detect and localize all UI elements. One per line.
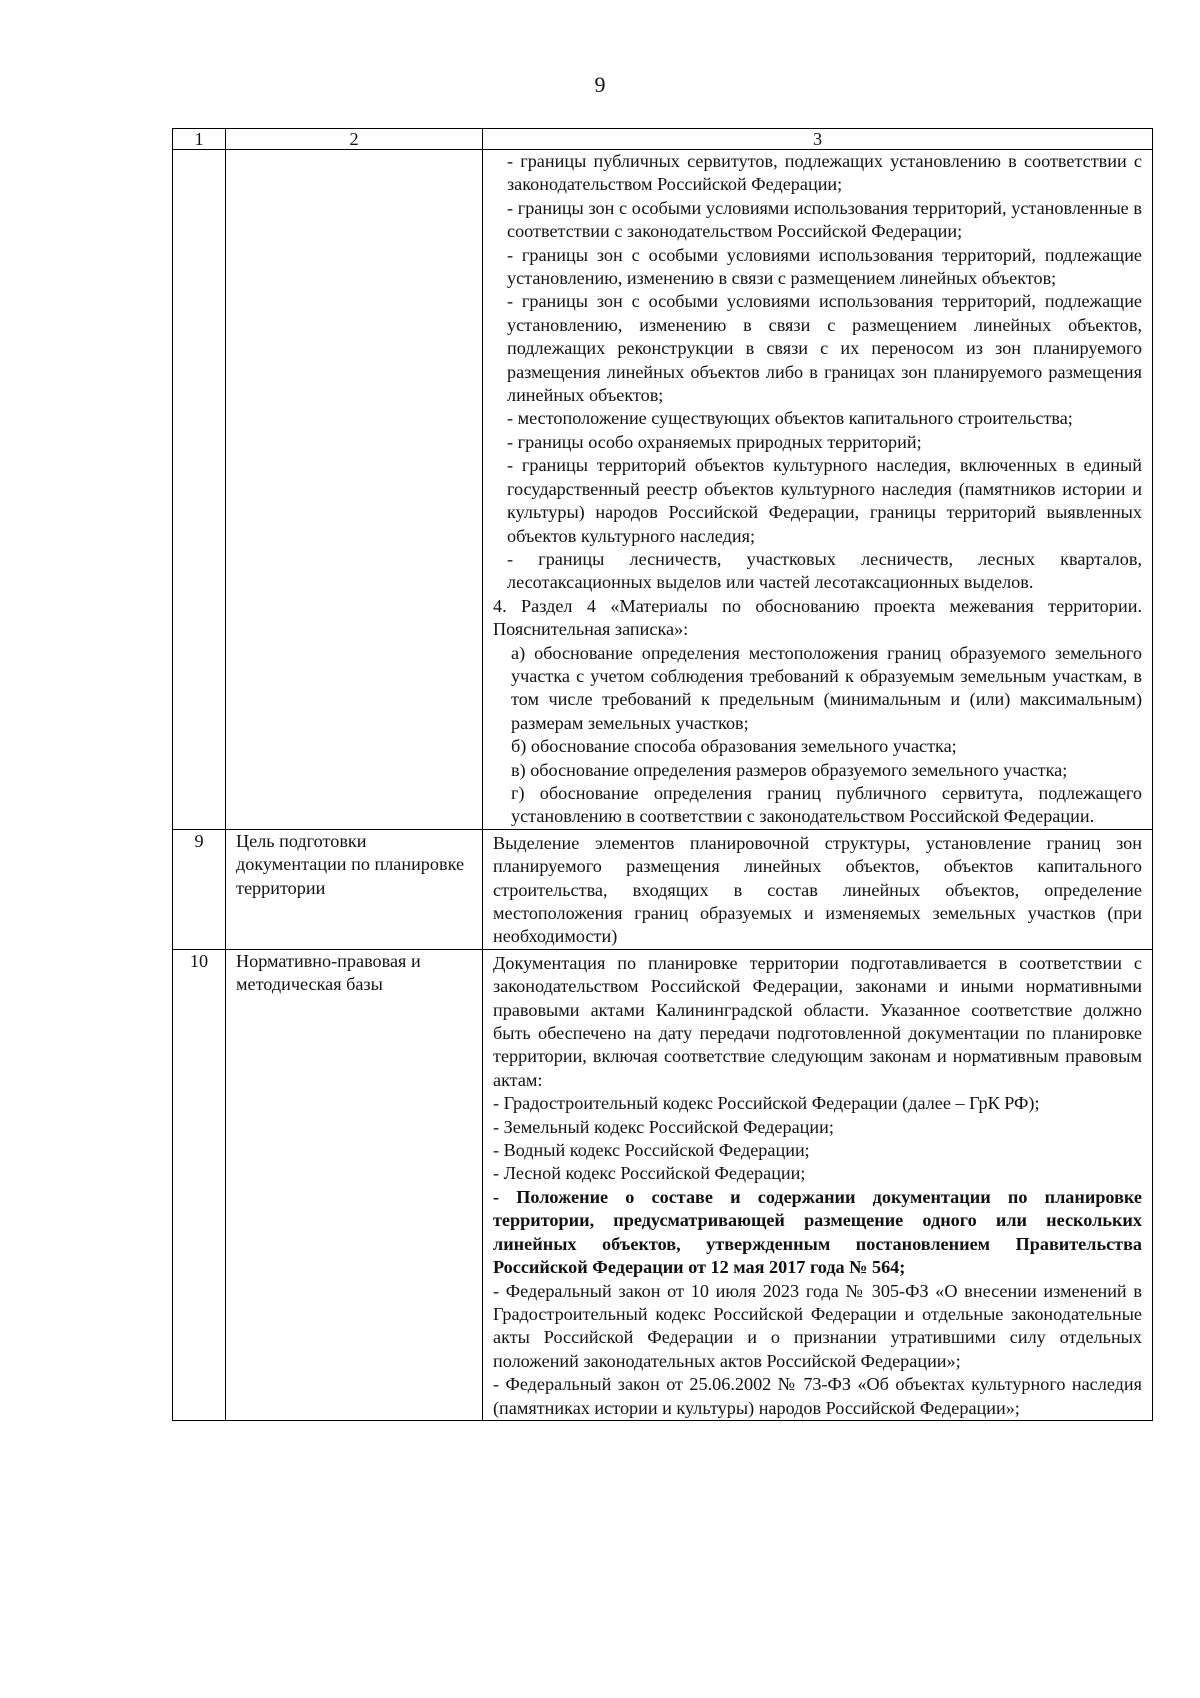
list-item: - границы территорий объектов культурного наследия, включенных в единый государственный реестр объектов культурного наследия (памятников истории и культуры) народов Российской Федерации, границы территорий выявленных объектов культурного наследия; xyxy=(507,455,1142,546)
sub-item: в) обоснование определения размеров образуемого земельного участка; xyxy=(511,759,1068,780)
sub-item: а) обоснование определения местоположения границ образуемого земельного участка с учетом соблюдения требований к образуемым земельным участкам, в том числе требований к предельным (минимальным и (или) максимальным) размерам земельных участков; xyxy=(511,642,1142,733)
requirements-table xyxy=(172,128,1153,1421)
row-number-cell: 9 xyxy=(173,829,226,949)
page-number: 9 xyxy=(594,72,606,97)
list-item: - Федеральный закон от 25.06.2002 № 73-ФЗ «Об объектах культурного наследия (памятниках истории и культуры) народов Российской Федерации»; xyxy=(493,1374,1142,1418)
list-item: - границы зон с особыми условиями использования территорий, подлежащие установлению, изменению в связи с размещением линейных объектов; xyxy=(507,244,1142,289)
sub-item: г) обоснование определения границ публичного сервитута, подлежащего установлению в соответствии с законодательством Российской Федерации. xyxy=(511,782,1142,827)
header-col-1: 1 xyxy=(173,129,226,150)
header-col-2: 2 xyxy=(226,129,483,150)
table-row-10 xyxy=(173,949,1153,1420)
row-content-cell xyxy=(483,949,1153,1420)
list-item: - Градостроительный кодекс Российской Федерации (далее – ГрК РФ); xyxy=(493,1093,1040,1114)
row-number-cell: 10 xyxy=(173,949,226,1420)
header-col-3: 3 xyxy=(483,129,1153,150)
list-item: - Водный кодекс Российской Федерации; xyxy=(493,1140,810,1161)
list-item: - местоположение существующих объектов капитального строительства; xyxy=(507,408,1073,429)
row-number-cell xyxy=(173,150,226,830)
list-item: - границы зон с особыми условиями использования территорий, подлежащие установлению, изменению в связи с размещением линейных объектов, подлежащих реконструкции в связи с их переносом из зон планируемого размещения линейных объектов либо в границах зон планируемого размещения линейных объектов; xyxy=(507,291,1142,406)
list-item: - границы зон с особыми условиями использования территорий, установленные в соответствии с законодательством Российской Федерации; xyxy=(507,197,1142,242)
row-content-cell xyxy=(483,150,1153,830)
list-item: - границы особо охраняемых природных территорий; xyxy=(507,431,922,452)
list-item: - Земельный кодекс Российской Федерации; xyxy=(493,1116,834,1137)
section-4-heading: 4. Раздел 4 «Материалы по обоснованию проекта межевания территории. Пояснительная записка»: xyxy=(493,595,1142,640)
row-title-cell xyxy=(226,150,483,830)
row-content-cell xyxy=(483,829,1153,949)
table-row-9 xyxy=(173,829,1153,949)
list-item: - Лесной кодекс Российской Федерации; xyxy=(493,1163,806,1184)
row-title-cell: Цель подготовки документации по планировке территории xyxy=(226,829,483,949)
list-item: - границы публичных сервитутов, подлежащих установлению в соответствии с законодательством Российской Федерации; xyxy=(507,151,1142,195)
list-item-bold: - Положение о составе и содержании документации по планировке территории, предусматривающей размещение одного или нескольких линейных объектов, утвержденным постановлением Правительства Российской Федерации от 12 мая 2017 года № 564; xyxy=(493,1186,1142,1278)
row-10-intro: Документация по планировке территории подготавливается в соответствии с законодательством Российской Федерации, законами и иными нормативными правовыми актами Калининградской области. Указанное соответствие должно быть обеспечено на дату передачи подготовленной документации по планировке территории, включая соответствие следующим законам и нормативным правовым актам: xyxy=(493,952,1142,1090)
list-item: - границы лесничеств, участковых лесничеств, лесных кварталов, лесотаксационных выделов или частей лесотаксационных выделов. xyxy=(507,548,1142,593)
table-row-continuation xyxy=(173,150,1153,830)
sub-item: б) обоснование способа образования земельного участка; xyxy=(511,736,957,757)
table-header-row xyxy=(173,129,1153,150)
row-9-text: Выделение элементов планировочной структуры, установление границ зон планируемого размещения линейных объектов, объектов капитального строительства, входящих в состав линейных объектов, определение местоположения границ образуемых и изменяемых земельных участков (при необходимости) xyxy=(493,832,1142,947)
list-item: - Федеральный закон от 10 июля 2023 года № 305-ФЗ «О внесении изменений в Градостроительный кодекс Российской Федерации и отдельные законодательные акты Российской Федерации и о признании утратившими силу отдельных положений законодательных актов Российской Федерации»; xyxy=(493,1280,1142,1371)
row-title-cell: Нормативно-правовая и методическая базы xyxy=(226,949,483,1420)
